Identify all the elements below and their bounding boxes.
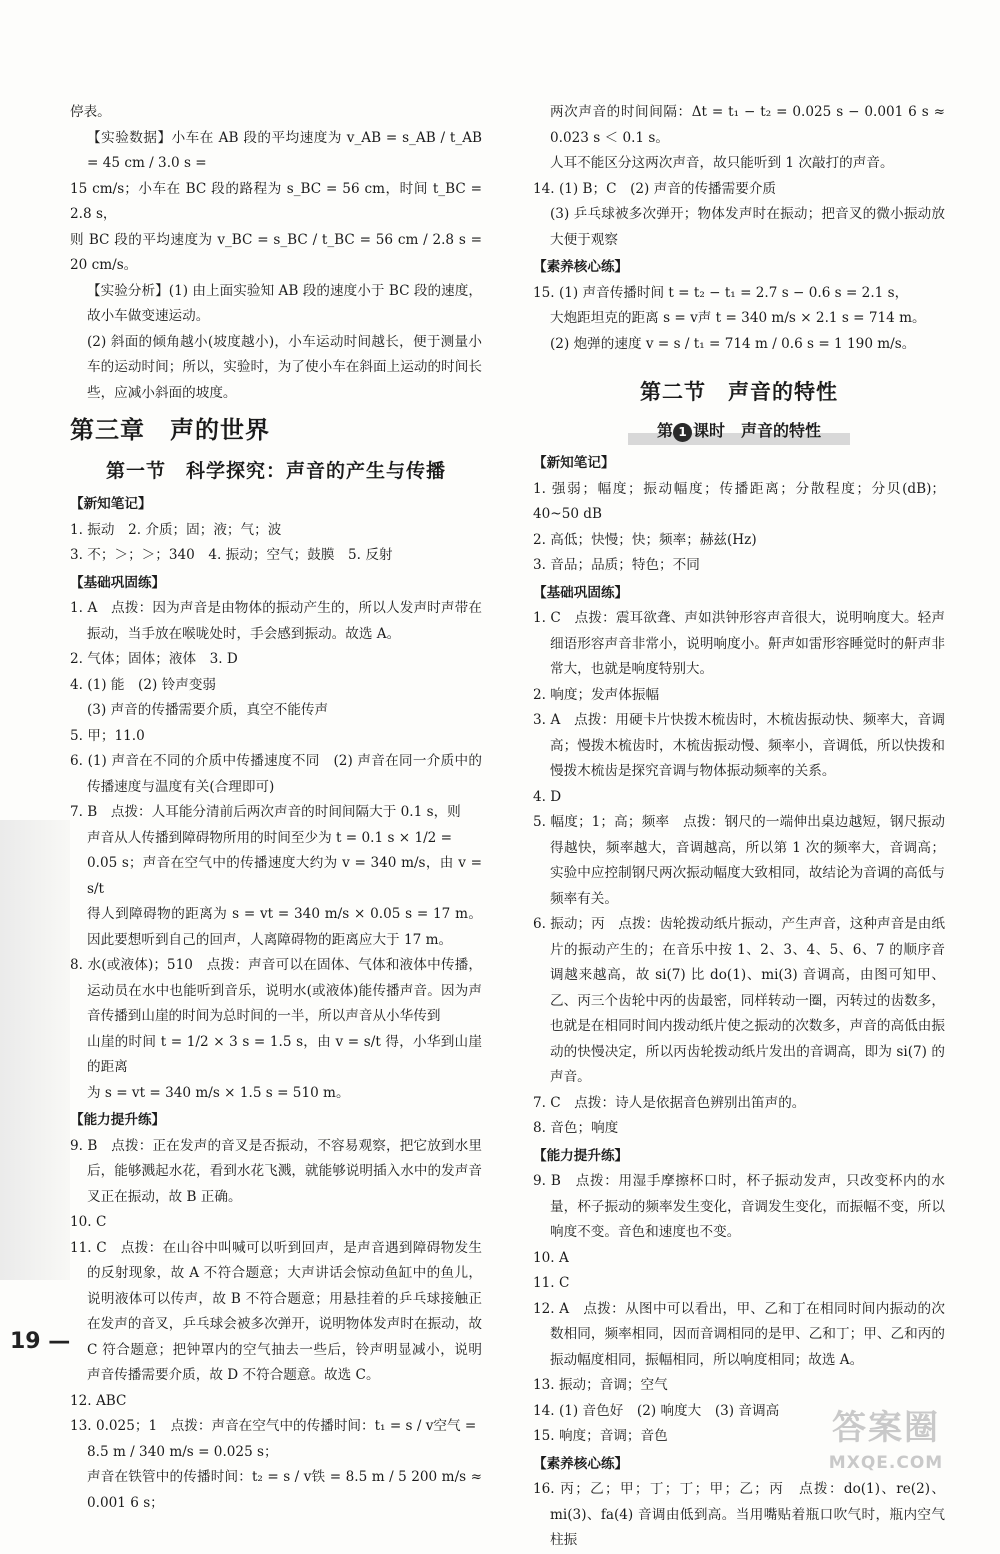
text-line: 人耳不能区分这两次声音，故只能听到 1 次敲打的声音。 xyxy=(550,155,894,171)
answer-item: 4. (1) 能 (2) 铃声变弱 xyxy=(70,676,217,693)
text-line: 【实验数据】小车在 AB 段的平均速度为 v_AB = s_AB / t_AB = 45 cm / 3.0 s = xyxy=(87,129,482,171)
chapter-title: 第三章 声的世界 xyxy=(70,416,270,444)
answer-item: 15. (1) 声音传播时间 t = t₂ − t₁ = 2.7 s − 0.6 s = 2.1 s， xyxy=(533,284,909,301)
answer-item: 8. 音色；响度 xyxy=(533,1120,619,1136)
answer-item: 2. 响度；发声体振幅 xyxy=(533,686,660,703)
answer-item: 16. 丙；乙；甲；丁；丁；甲；乙；丙 点拨：do(1)、re(2)、mi(3)、fa(4) 音调由低到高。当用嘴贴着瓶口吹气时，瓶内空气柱振 xyxy=(533,1481,945,1548)
answer-item: 5. 甲；11.0 xyxy=(70,727,145,744)
section-title: 第一节 科学探究：声音的产生与传播 xyxy=(105,460,446,482)
watermark xyxy=(800,1405,972,1483)
text-line: (2) 斜面的倾角越小(坡度越小)，小车运动时间越长，便于测量小车的运动时间；所以，实验时，为了使小车在斜面上运动的时间长些，应减小斜面的坡度。 xyxy=(87,333,482,401)
answer-item: 2. 气体；固体；液体 3. D xyxy=(70,651,238,667)
answer-item: 1. 强弱；幅度；振动幅度；传播距离；分散程度；分贝(dB)；40~50 dB xyxy=(533,480,945,522)
answer-item: 7. C 点拨：诗人是依据音色辨别出笛声的。 xyxy=(533,1094,806,1111)
lesson-title xyxy=(533,415,945,447)
answer-item: 13. 振动；音调；空气 xyxy=(533,1377,668,1393)
answer-item: 得人到障碍物的距离为 s = vt = 340 m/s × 0.05 s = 17 m。因此要想听到自己的回声，人离障碍物的距离应大于 17 m。 xyxy=(87,906,482,948)
text-line: 则 BC 段的平均速度为 v_BC = s_BC / t_BC = 56 cm / 2.8 s = 20 cm/s。 xyxy=(70,231,482,273)
answer-item: 6. (1) 声音在不同的介质中传播速度不同 (2) 声音在同一介质中的传播速度与温度有关(合理即可) xyxy=(70,753,482,795)
answer-item: 声音从人传播到障碍物所用的时间至少为 t = 0.1 s × 1/2 = xyxy=(87,829,453,846)
answer-item: 14. (1) B；C (2) 声音的传播需要介质 xyxy=(533,180,777,197)
answer-item: 3. 不；＞；＞；340 4. 振动；空气；鼓膜 5. 反射 xyxy=(70,547,393,563)
page-edge-shadow xyxy=(0,820,70,1280)
answer-item: (3) 声音的传播需要介质，真空不能传声 xyxy=(87,702,329,718)
right-column xyxy=(533,100,945,1554)
section-label: 【新知笔记】 xyxy=(533,455,615,471)
answer-item: 1. 振动 2. 介质；固；液；气；波 xyxy=(70,521,282,538)
answer-item: 8. 水(或液体)；510 点拨：声音可以在固体、气体和液体中传播，运动员在水中也能听到音乐，说明水(或液体)能传播声音。因为声音传播到山崖的时间为总时间的一半，所以声音从小华传到 xyxy=(70,957,482,1024)
watermark-logo: 答案圈 xyxy=(832,1408,940,1448)
answer-item: (2) 炮弹的速度 v = s / t₁ = 714 m / 0.6 s = 1 190 m/s。 xyxy=(550,335,916,352)
answer-item: 12. A 点拨：从图中可以看出，甲、乙和丁在相同时间内振动的次数相同，频率相同，因而音调相同的是甲、乙和丁；甲、乙和丙的振动幅度相同，振幅相同，所以响度相同；故选 A。 xyxy=(533,1300,945,1368)
lesson-number-badge: 1 xyxy=(673,423,692,442)
left-column xyxy=(70,100,482,1516)
answer-item: 11. C xyxy=(533,1275,570,1291)
text-line: 停表。 xyxy=(70,104,111,120)
answer-item: 10. C xyxy=(70,1214,107,1230)
answer-item: 6. 振动；丙 点拨：齿轮拨动纸片振动，产生声音，这种声音是由纸片的振动产生的；在音乐中按 1、2、3、4、5、6、7 的顺序音调越来越高，故 si(7) 比 do(1)、mi(3) 音调高，由图可知甲、乙、丙三个齿轮中丙的齿最密，同样转动一圈，丙转过的齿数多，也就是在相同时间内拨动纸片使之振动的次数多，声音的高低由振动的快慢决定，所以丙齿轮拨动纸片发出的音调高，即为 si(7) 的声音。 xyxy=(533,916,945,1085)
answer-item: 7. B 点拨：人耳能分清前后两次声音的时间间隔大于 0.1 s，则 xyxy=(70,804,461,820)
answer-item: 14. (1) 音色好 (2) 响度大 (3) 音调高 xyxy=(533,1402,780,1419)
answer-item: 山崖的时间 t = 1/2 × 3 s = 1.5 s，由 v = s/t 得，小华到山崖的距离 xyxy=(87,1033,482,1075)
answer-item: 大炮距坦克的距离 s = v声 t = 340 m/s × 2.1 s = 714 m。 xyxy=(550,310,926,326)
answer-item: (3) 乒乓球被多次弹开；物体发声时在振动；把音叉的微小振动放大便于观察 xyxy=(550,206,945,248)
section-label: 【基础巩固练】 xyxy=(70,574,166,591)
watermark-url: MXQE.COM xyxy=(828,1453,944,1473)
answer-item: 9. B 点拨：正在发声的音叉是否振动，不容易观察，把它放到水里后，能够溅起水花，看到水花飞溅，就能够说明插入水中的发声音叉正在振动，故 B 正确。 xyxy=(70,1137,482,1205)
answer-item: 9. B 点拨：用湿手摩擦杯口时，杯子振动发声，只改变杯内的水量，杯子振动的频率发生变化，音调发生变化，而振幅不变，所以响度不变。音色和速度也不变。 xyxy=(533,1173,945,1240)
section-label: 【素养核心练】 xyxy=(533,1455,629,1472)
section-label: 【素养核心练】 xyxy=(533,259,629,275)
answer-item: 声音在铁管中的传播时间：t₂ = s / v铁 = 8.5 m / 5 200 m/s ≈ 0.001 6 s； xyxy=(87,1469,482,1511)
answer-item: 0.05 s；声音在空气中的传播速度大约为 v = 340 m/s，由 v = s/t xyxy=(87,855,482,897)
text-line: 15 cm/s；小车在 BC 段的路程为 s_BC = 56 cm，时间 t_BC = 2.8 s， xyxy=(70,180,482,222)
page-number: 19 — xyxy=(10,1329,71,1354)
answer-item: 8.5 m / 340 m/s = 0.025 s； xyxy=(87,1443,278,1460)
answer-item: 3. 音品；品质；特色；不同 xyxy=(533,557,700,573)
answer-item: 3. A 点拨：用硬卡片快拨木梳齿时，木梳齿振动快、频率大，音调高；慢拨木梳齿时，木梳齿振动慢、频率小，音调低，所以快拨和慢拨木梳齿是探究音调与物体振动频率的关系。 xyxy=(533,712,945,779)
text-line: 两次声音的时间间隔：Δt = t₁ − t₂ = 0.025 s − 0.001 6 s ≈ 0.023 s ＜ 0.1 s。 xyxy=(550,104,945,146)
text-line: 【实验分析】(1) 由上面实验知 AB 段的速度小于 BC 段的速度，故小车做变速运动。 xyxy=(87,282,482,324)
answer-item: 10. A xyxy=(533,1249,569,1266)
answer-item: 1. A 点拨：因为声音是由物体的振动产生的，所以人发声时声带在振动，当手放在喉咙处时，手会感到振动。故选 A。 xyxy=(70,600,482,642)
answer-item: 1. C 点拨：震耳欲聋、声如洪钟形容声音很大，说明响度大。轻声细语形容声音非常小，说明响度小。鼾声如雷形容睡觉时的鼾声非常大，也就是响度特别大。 xyxy=(533,610,945,677)
lesson-prefix: 第 xyxy=(656,421,673,440)
answer-item: 11. C 点拨：在山谷中叫喊可以听到回声，是声音遇到障碍物发生的反射现象，故 A 不符合题意；大声讲话会惊动鱼缸中的鱼儿，说明液体可以传声，故 B 不符合题意；用悬挂着的乒乓球接触正在发声的音叉，乒乓球会被多次弹开，说明物体发声时在振动，故 C 符合题意；把钟罩内的空气抽去一些后，铃声明显减小，说明声音传播需要介质，故 D 不符合题意。故选 C。 xyxy=(70,1239,482,1383)
answer-item: 2. 高低；快慢；快；频率；赫兹(Hz) xyxy=(533,531,757,548)
section-label: 【能力提升练】 xyxy=(70,1112,166,1128)
answer-item: 12. ABC xyxy=(70,1392,127,1409)
section-label: 【基础巩固练】 xyxy=(533,584,629,601)
answer-item: 13. 0.025；1 点拨：声音在空气中的传播时间：t₁ = s / v空气 = xyxy=(70,1418,477,1434)
section-label: 【新知笔记】 xyxy=(70,496,152,512)
answer-item: 5. 幅度；1；高；频率 点拨：钢尺的一端伸出桌边越短，钢尺振动得越快，频率越大，音调越高，所以第 1 次的频率大，音调高；实验中应控制钢尺两次振动幅度大致相同，故结论为音调的高低与频率有关。 xyxy=(533,814,945,907)
answer-item: 为 s = vt = 340 m/s × 1.5 s = 510 m。 xyxy=(87,1084,350,1101)
answer-item: 15. 响度；音调；音色 xyxy=(533,1428,668,1444)
section-label: 【能力提升练】 xyxy=(533,1147,629,1164)
answer-item: 4. D xyxy=(533,788,562,805)
lesson-suffix: 课时 声音的特性 xyxy=(693,421,822,440)
section-title: 第二节 声音的特性 xyxy=(640,380,838,404)
